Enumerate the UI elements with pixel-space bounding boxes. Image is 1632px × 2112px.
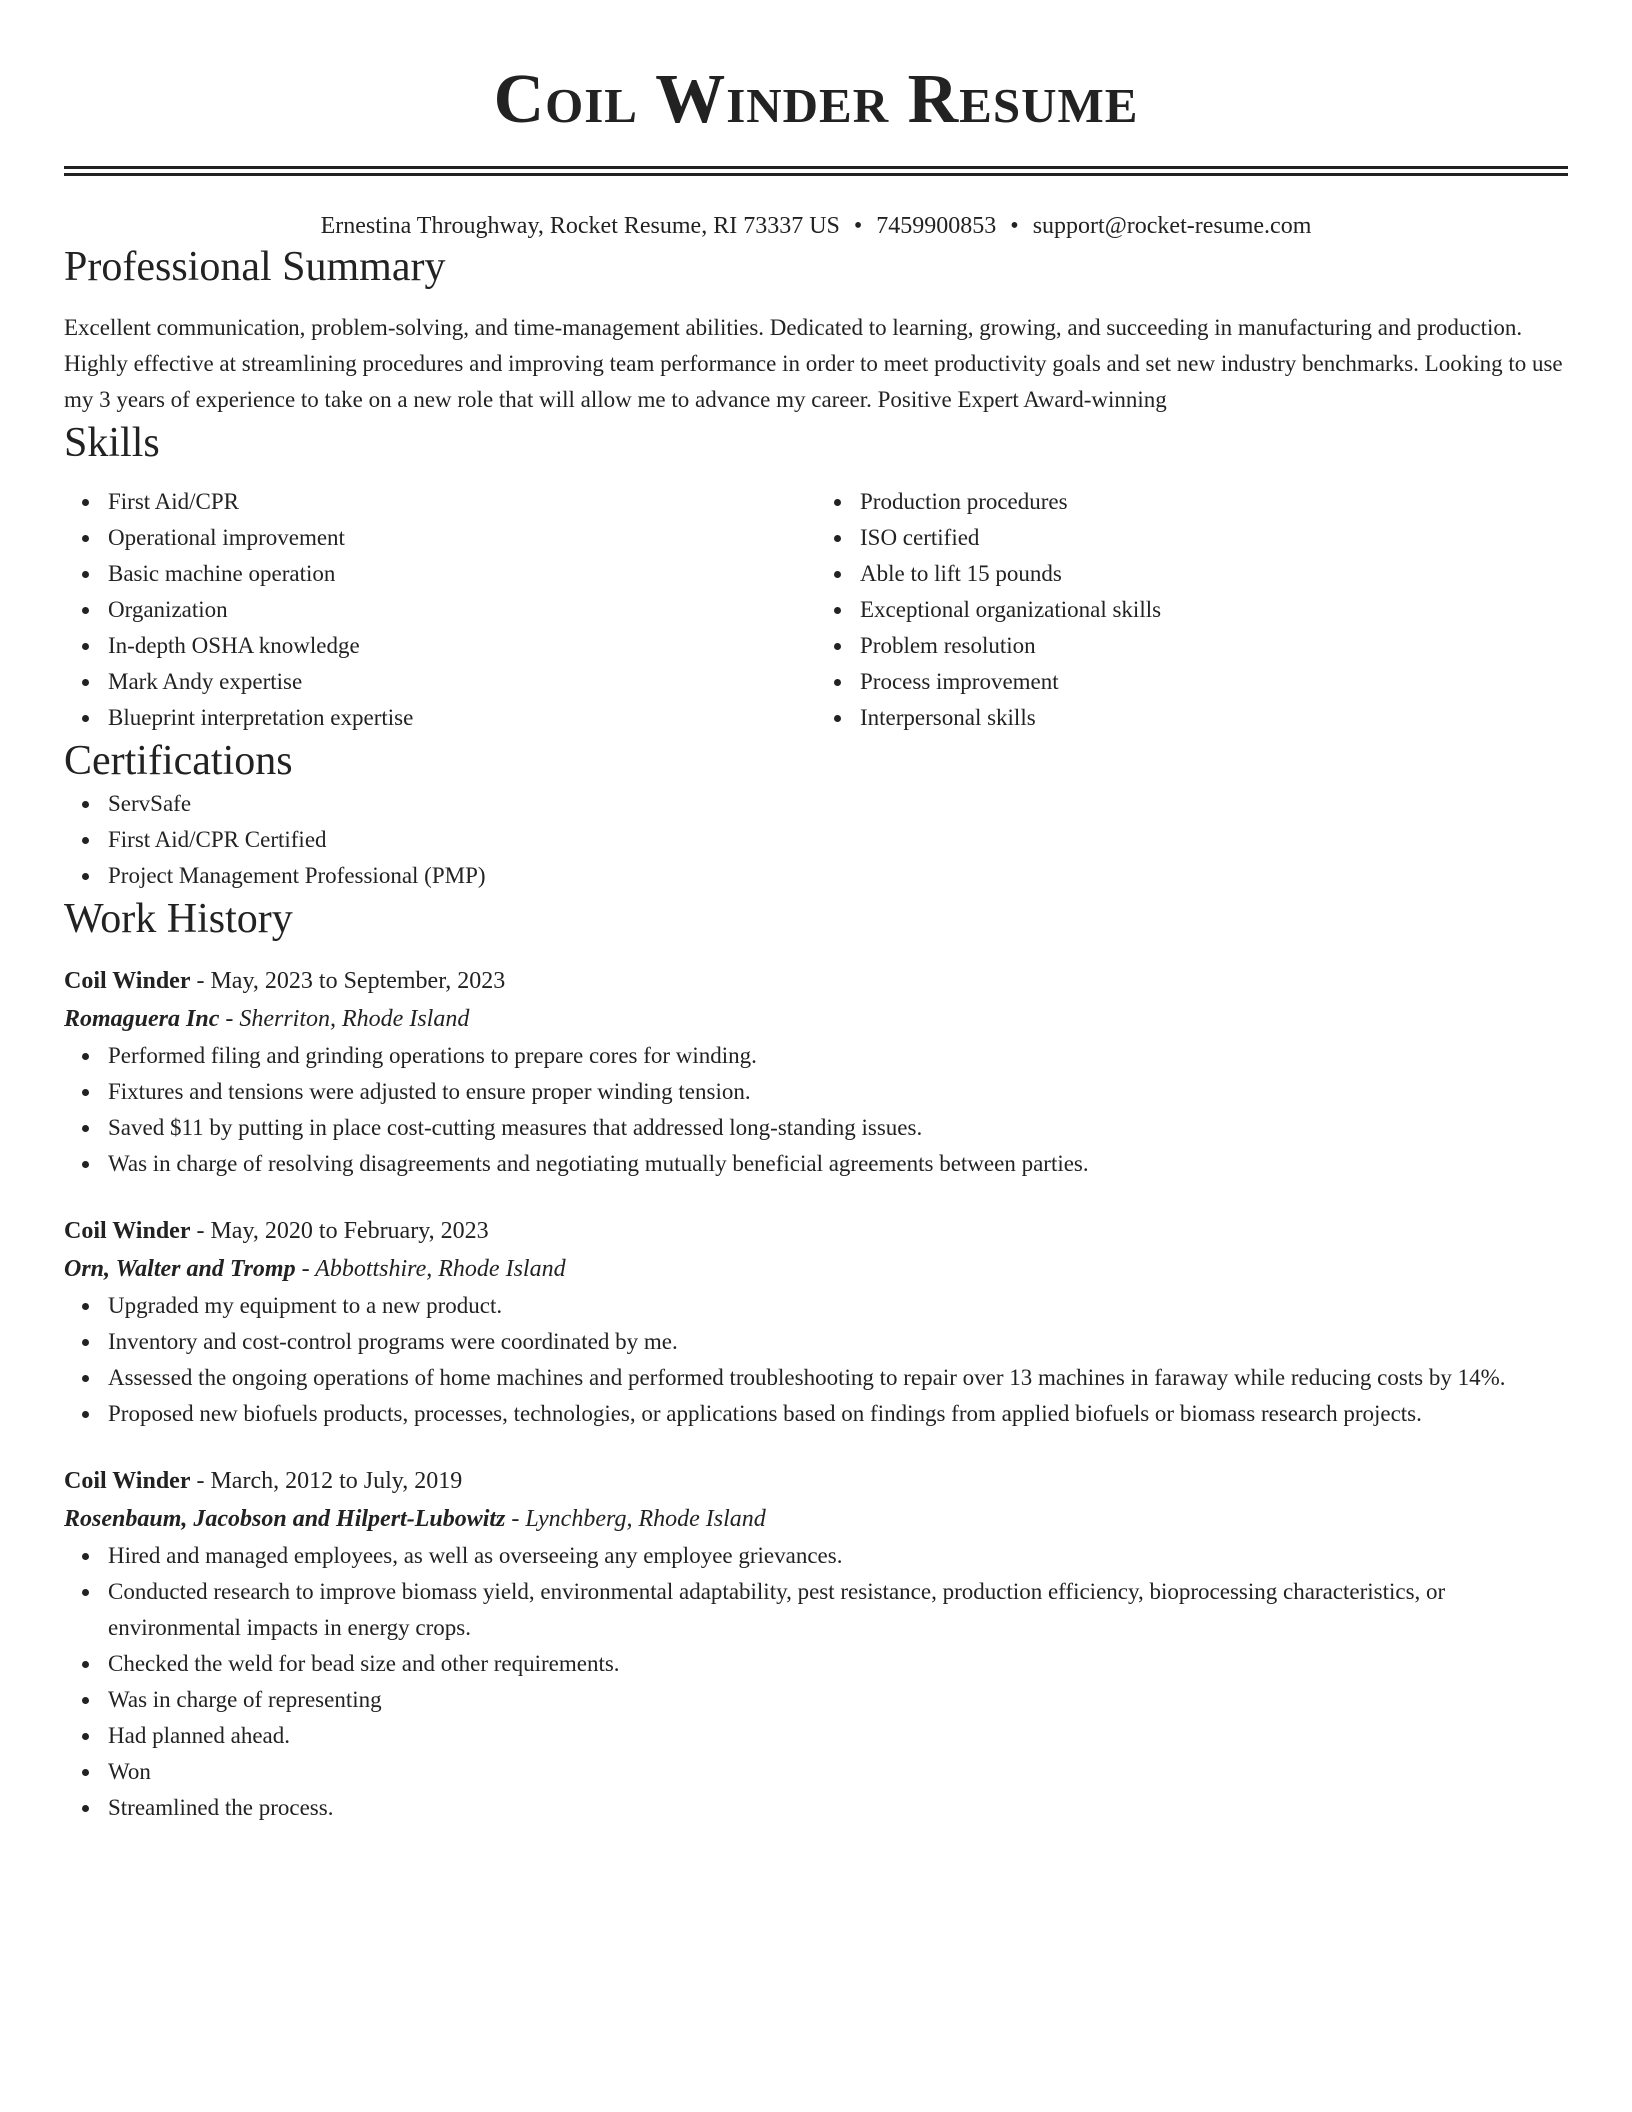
contact-phone: 7459900853: [876, 213, 997, 239]
job-employer: [64, 1500, 1568, 1538]
skill-item: Exceptional organizational skills: [860, 592, 1568, 628]
skill-item: In-depth OSHA knowledge: [108, 628, 816, 664]
skills-grid: [64, 484, 1568, 736]
certification-item: Project Management Professional (PMP): [108, 858, 1568, 894]
contact-separator: •: [853, 213, 863, 239]
job-company: Romaguera Inc: [64, 1006, 220, 1032]
job-duty-item: Fixtures and tensions were adjusted to ensure proper winding tension.: [108, 1074, 1568, 1110]
certification-item: First Aid/CPR Certified: [108, 822, 1568, 858]
skill-item: Problem resolution: [860, 628, 1568, 664]
job-duties-list: [64, 1538, 1568, 1826]
job-duties-list: [64, 1288, 1568, 1432]
skill-item: Able to lift 15 pounds: [860, 556, 1568, 592]
skill-item: First Aid/CPR: [108, 484, 816, 520]
job-duty-item: Checked the weld for bead size and other requirements.: [108, 1646, 1568, 1682]
skill-item: Blueprint interpretation expertise: [108, 700, 816, 736]
summary-text: Excellent communication, problem-solving, and time-management abilities. Dedicated to learning, growing, and succeeding in manufacturing and production. Highly effective at streamlining procedures and improving team performance in order to meet productivity goals and set new industry benchmarks. Looking to use my 3 years of experience to take on a new role that will allow me to advance my career. Positive Expert Award-winning: [64, 315, 1563, 412]
job-duty-item: Performed filing and grinding operations to prepare cores for winding.: [108, 1038, 1568, 1074]
skills-column-left: [64, 484, 816, 736]
job-role: Coil Winder: [64, 1218, 191, 1244]
skill-item: Operational improvement: [108, 520, 816, 556]
job-entry: [64, 1212, 1568, 1432]
job-duty-item: Inventory and cost-control programs were coordinated by me.: [108, 1324, 1568, 1360]
job-duty-item: Upgraded my equipment to a new product.: [108, 1288, 1568, 1324]
contact-line: [64, 210, 1568, 242]
contact-email: support@rocket-resume.com: [1032, 213, 1312, 239]
job-dates: - May, 2023 to September, 2023: [190, 968, 506, 994]
skill-item: Production procedures: [860, 484, 1568, 520]
skill-item: ISO certified: [860, 520, 1568, 556]
certifications-heading: Certifications: [64, 738, 293, 784]
job-duty-item: Won: [108, 1754, 1568, 1790]
job-duties-list: [64, 1038, 1568, 1182]
job-entry: [64, 962, 1568, 1182]
skills-list-right: [816, 484, 1568, 736]
page-title: Coil Winder Resume: [493, 61, 1139, 138]
skill-item: Basic machine operation: [108, 556, 816, 592]
skill-item: Organization: [108, 592, 816, 628]
job-duty-item: Assessed the ongoing operations of home machines and performed troubleshooting to repair over 13 machines in faraway while reducing costs by 14%.: [108, 1360, 1568, 1396]
job-header: [64, 1462, 1568, 1500]
job-duty-item: Had planned ahead.: [108, 1718, 1568, 1754]
job-duty-item: Hired and managed employees, as well as overseeing any employee grievances.: [108, 1538, 1568, 1574]
job-duty-item: Was in charge of resolving disagreements and negotiating mutually beneficial agreements between parties.: [108, 1146, 1568, 1182]
certifications-list: [64, 786, 1568, 894]
skills-column-right: [816, 484, 1568, 736]
skills-list-left: [64, 484, 816, 736]
job-location: - Lynchberg, Rhode Island: [505, 1506, 766, 1532]
job-duty-item: Conducted research to improve biomass yield, environmental adaptability, pest resistance, production efficiency, bioprocessing characteristics, or environmental impacts in energy crops.: [108, 1574, 1568, 1646]
job-employer: [64, 1000, 1568, 1038]
job-location: - Abbottshire, Rhode Island: [295, 1256, 566, 1282]
contact-separator: •: [1010, 213, 1019, 239]
job-header: [64, 1212, 1568, 1250]
job-company: Orn, Walter and Tromp: [64, 1256, 296, 1282]
skill-item: Mark Andy expertise: [108, 664, 816, 700]
skill-item: Process improvement: [860, 664, 1568, 700]
work-history-heading: Work History: [64, 896, 293, 942]
job-company: Rosenbaum, Jacobson and Hilpert-Lubowitz: [64, 1506, 506, 1532]
job-dates: - May, 2020 to February, 2023: [190, 1218, 489, 1244]
skill-item: Interpersonal skills: [860, 700, 1568, 736]
job-duty-item: Proposed new biofuels products, processes, technologies, or applications based on findings from applied biofuels or biomass research projects.: [108, 1396, 1568, 1432]
job-location: - Sherriton, Rhode Island: [219, 1006, 470, 1032]
job-entry: [64, 1462, 1568, 1826]
title-double-rule: [64, 166, 1568, 176]
job-dates: - March, 2012 to July, 2019: [190, 1468, 463, 1494]
contact-address: Ernestina Throughway, Rocket Resume, RI 73337 US: [320, 213, 840, 239]
job-employer: [64, 1250, 1568, 1288]
job-header: [64, 962, 1568, 1000]
job-duty-item: Saved $11 by putting in place cost-cutting measures that addressed long-standing issues.: [108, 1110, 1568, 1146]
summary-heading: Professional Summary: [64, 244, 446, 290]
job-duty-item: Was in charge of representing: [108, 1682, 1568, 1718]
job-role: Coil Winder: [64, 968, 191, 994]
job-duty-item: Streamlined the process.: [108, 1790, 1568, 1826]
job-role: Coil Winder: [64, 1468, 191, 1494]
skills-heading: Skills: [64, 420, 160, 466]
certification-item: ServSafe: [108, 786, 1568, 822]
